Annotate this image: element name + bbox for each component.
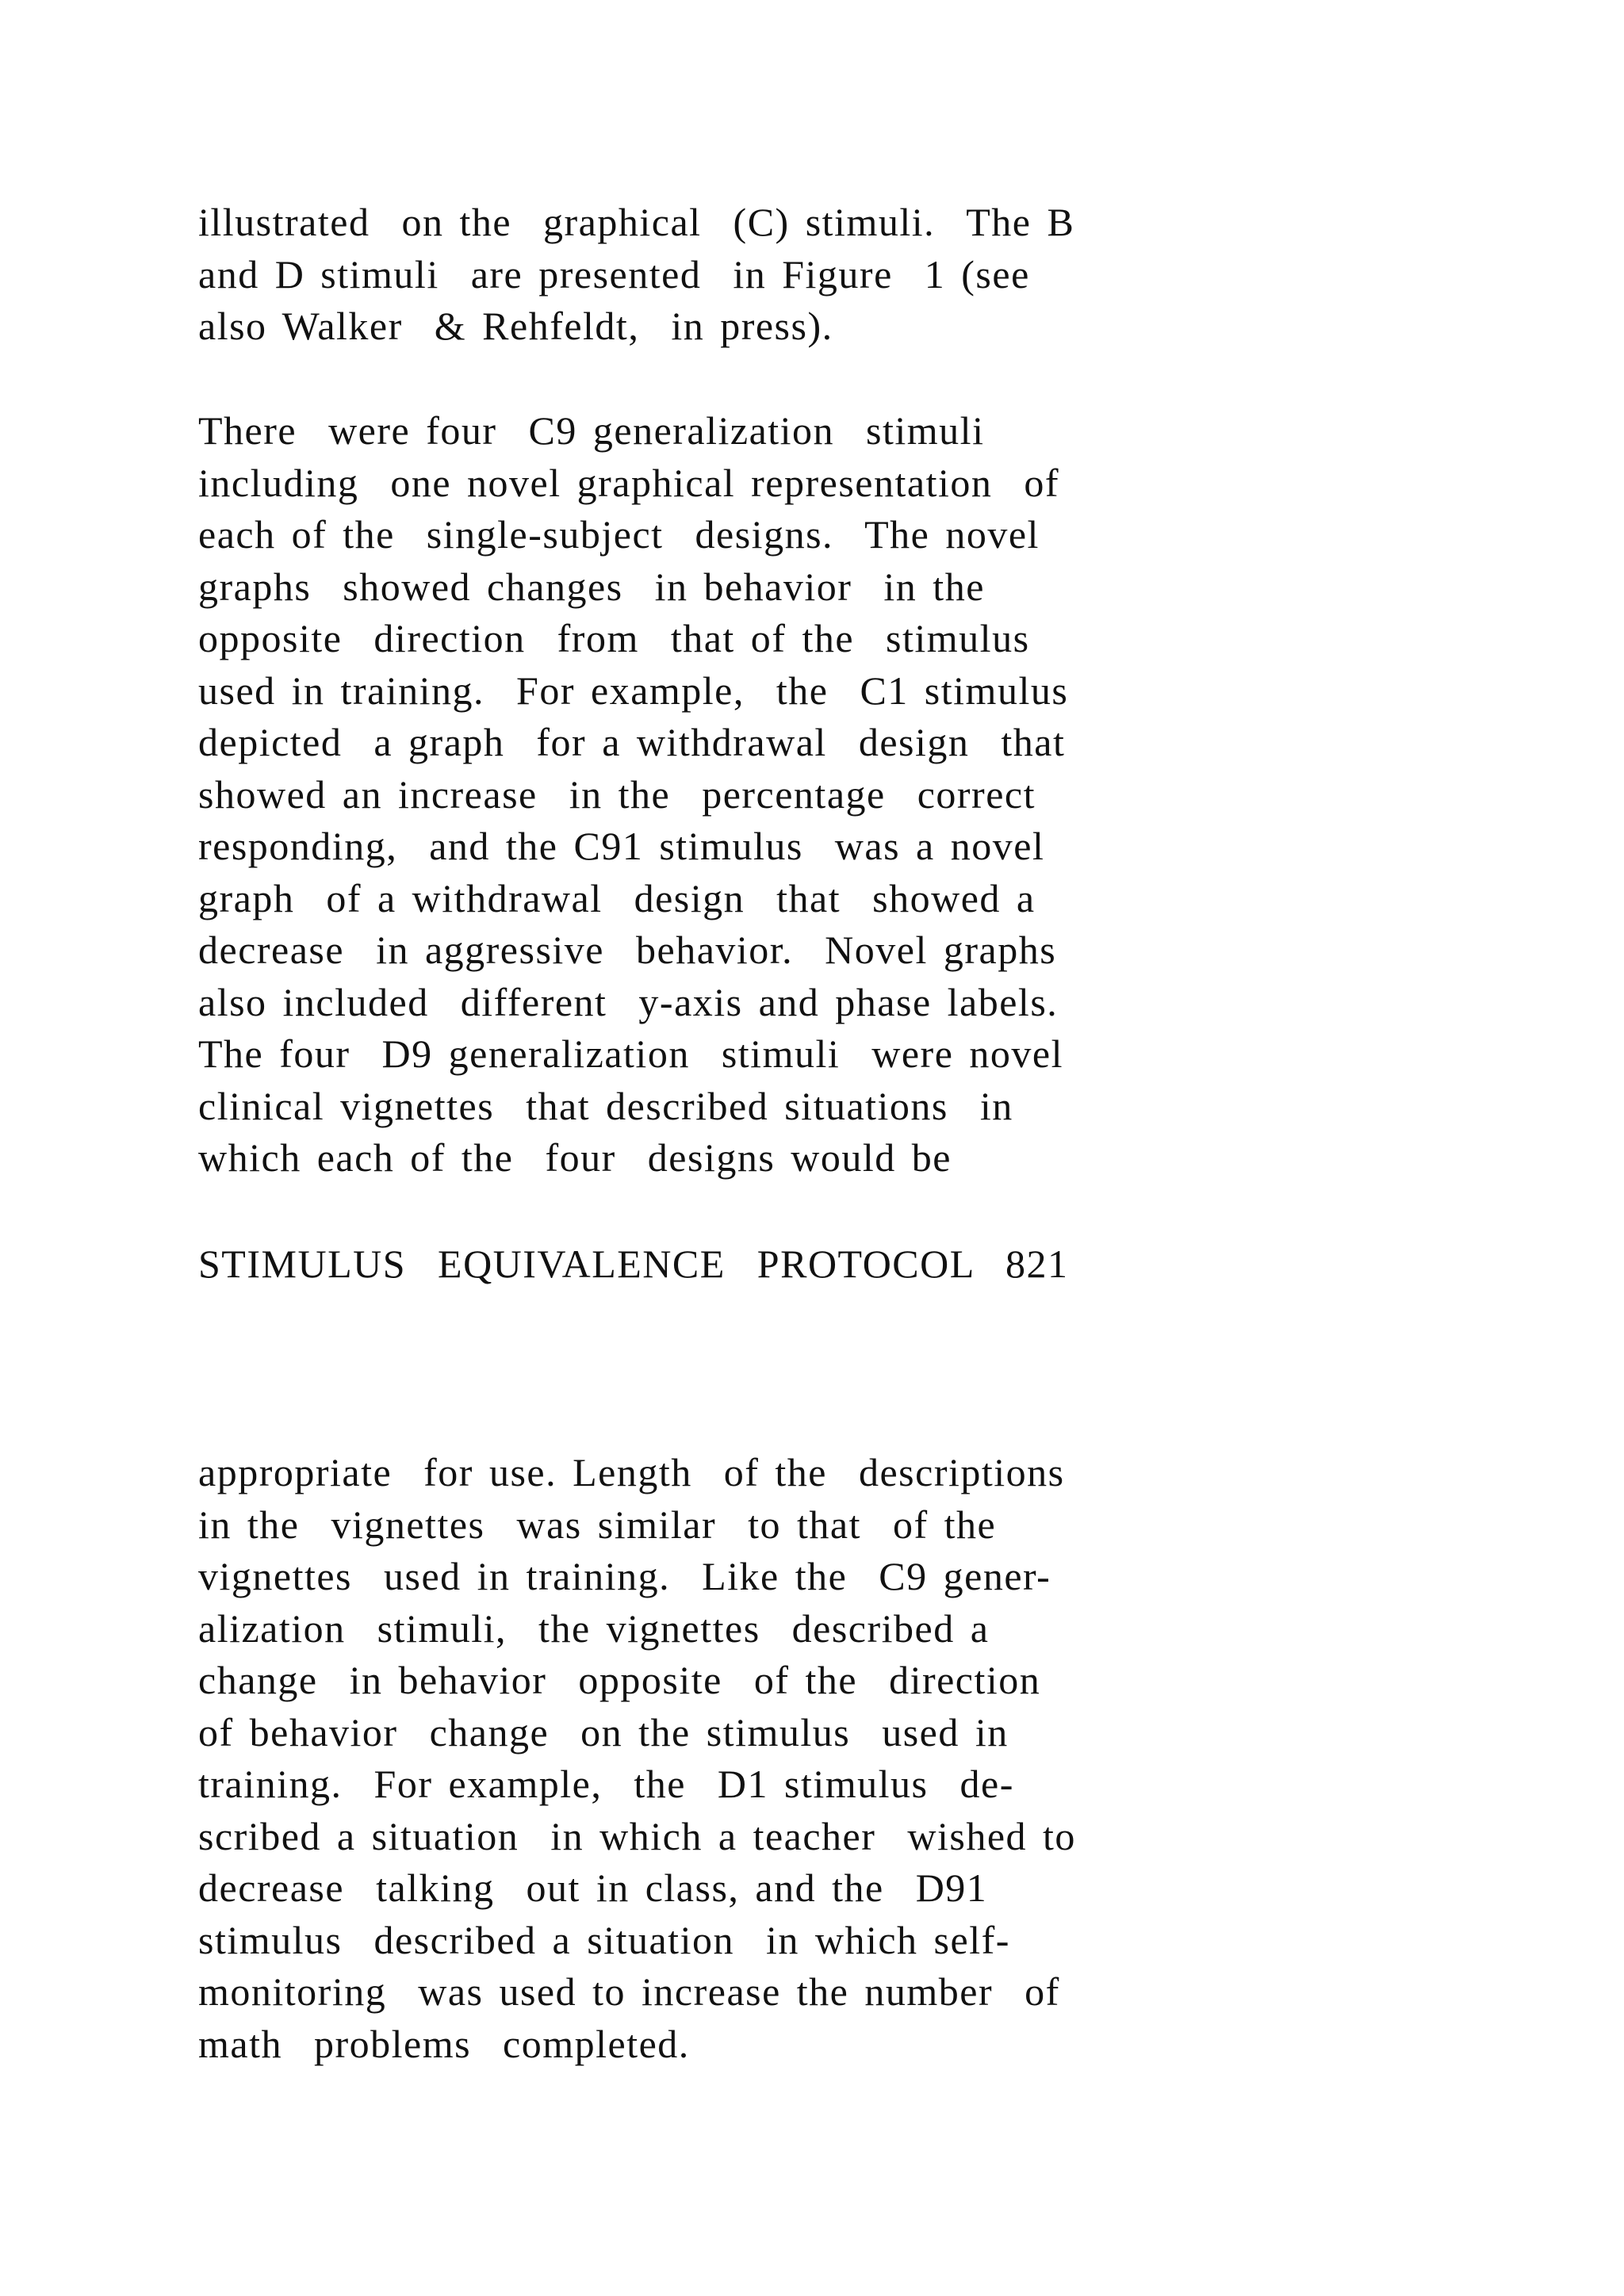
text-line: also included different y-axis and phase labels. [198, 979, 1059, 1024]
text-line: each of the single-subject designs. The novel [198, 512, 1040, 557]
text-line: clinical vignettes that described situations in [198, 1083, 1013, 1128]
running-header [198, 1238, 1435, 1291]
running-header-text: STIMULUS EQUIVALENCE PROTOCOL 821 [198, 1242, 1069, 1286]
text-line: including one novel graphical representation of [198, 460, 1060, 505]
text-line: which each of the four designs would be [198, 1135, 952, 1180]
text-line: change in behavior opposite of the direction [198, 1658, 1041, 1702]
text-line: training. For example, the D1 stimulus de- [198, 1762, 1014, 1806]
text-line: opposite direction from that of the stimulus [198, 616, 1030, 660]
text-line: of behavior change on the stimulus used in [198, 1709, 1009, 1755]
text-line: and D stimuli are presented in Figure 1 (see [198, 251, 1030, 297]
text-line: math problems completed. [198, 2021, 690, 2066]
paragraph-3 [198, 1447, 1435, 2070]
text-line: decrease in aggressive behavior. Novel graphs [198, 928, 1057, 972]
text-line: in the vignettes was similar to that of the [198, 1502, 997, 1547]
text-line: vignettes used in training. Like the C9 gener- [198, 1554, 1051, 1598]
text-line: stimulus described a situation in which self- [198, 1917, 1010, 1962]
text-line: also Walker & Rehfeldt, in press). [198, 304, 833, 348]
text-line: graphs showed changes in behavior in the [198, 564, 985, 609]
paragraph-1 [198, 197, 1435, 353]
text-line: There were four C9 generalization stimuli [198, 408, 985, 453]
text-line: alization stimuli, the vignettes described a [198, 1605, 990, 1651]
text-line: responding, and the C91 stimulus was a novel [198, 824, 1045, 868]
text-line: appropriate for use. Length of the descriptions [198, 1450, 1065, 1494]
text-line: illustrated on the graphical (C) stimuli. The B [198, 200, 1075, 244]
text-line: decrease talking out in class, and the D91 [198, 1866, 988, 1910]
text-line: graph of a withdrawal design that showed a [198, 875, 1036, 920]
text-line: depicted a graph for a withdrawal design that [198, 720, 1066, 764]
text-line: used in training. For example, the C1 stimulus [198, 668, 1069, 713]
paragraph-2 [198, 405, 1435, 1184]
text-line: monitoring was used to increase the number of [198, 1969, 1060, 2014]
text-line: showed an increase in the percentage correct [198, 771, 1036, 817]
text-line: scribed a situation in which a teacher wished to [198, 1813, 1076, 1858]
text-line: The four D9 generalization stimuli were novel [198, 1031, 1063, 1076]
